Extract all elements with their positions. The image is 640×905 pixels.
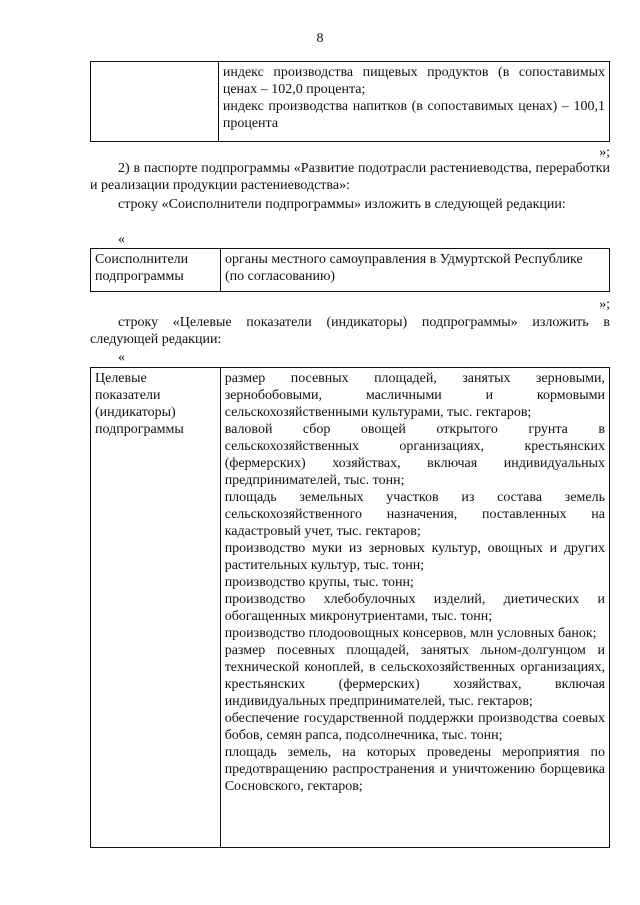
list-item: валовой сбор овощей открытого грунта в сельскохозяйственных организациях, крестьянских (фермерских) хозяйствах, включая индивидуальных предпринимателей, тыс. тонн;: [224, 422, 605, 488]
paragraph-targets: строку «Целевые показатели (индикаторы) подпрограммы» изложить в следующей редакции:: [90, 315, 610, 347]
table-line-food: индекс производства пищевых продуктов (в сопоставимых ценах – 102,0 процента;: [222, 65, 605, 97]
closing-quote: »;: [599, 297, 610, 312]
paragraph-coexecutors: строку «Соисполнители подпрограммы» изложить в следующей редакции:: [118, 197, 566, 212]
table-cell-values: [218, 62, 609, 142]
closing-quote: »;: [599, 145, 610, 160]
list-item: размер посевных площадей, занятых зерновыми, зернобобовыми, масличными и кормовыми сельскохозяйственными культурами, тыс. гектаров;: [224, 371, 605, 420]
list-item: обеспечение государственной поддержки производства соевых бобов, семян рапса, подсолнечника, тыс. тонн;: [224, 711, 605, 743]
table-empty-cell: [91, 62, 219, 142]
table-indicator-list: [220, 368, 609, 848]
table-coexecutors: [90, 248, 610, 292]
list-item: производство муки из зерновых культур, овощных и других растительных культур, тыс. тонн;: [224, 541, 605, 573]
table-continuation: [90, 61, 610, 142]
list-item: производство крупы, тыс. тонн;: [224, 575, 414, 590]
table-value-cell: органы местного самоуправления в Удмуртской Республике (по согласованию): [221, 249, 610, 292]
table-line-drinks: индекс производства напитков (в сопоставимых ценах) – 100,1 процента: [222, 99, 605, 131]
list-item: площадь земель, на которых проведены мероприятия по предотвращению распространения и уничтожению борщевика Сосновского, гектаров;: [224, 745, 605, 794]
page-number: 8: [316, 31, 324, 46]
list-item: площадь земельных участков из состава земель сельскохозяйственного назначения, поставленных на кадастровый учет, тыс. гектаров;: [224, 490, 605, 539]
table-target-indicators: [90, 367, 610, 848]
list-item: размер посевных площадей, занятых льном-долгунцом и технической коноплей, в сельскохозяйственных организациях, крестьянских (фермерских) хозяйствах, включая индивидуальных предпринимателей, тыс. гектаров;: [224, 643, 605, 709]
paragraph-subprogram-passport: 2) в паспорте подпрограммы «Развитие подотрасли растениеводства, переработки и реализации продукции растениеводства»:: [90, 161, 610, 193]
table-label-cell: Целевые показатели (индикаторы) подпрограммы: [91, 368, 221, 848]
list-item: производство хлебобулочных изделий, диетических и обогащенных микронутриентами, тыс. тонн;: [224, 592, 605, 624]
list-item: производство плодоовощных консервов, млн условных банок;: [224, 626, 597, 641]
table-label-cell: Соисполнители подпрограммы: [91, 249, 221, 292]
opening-quote: «: [118, 232, 125, 247]
opening-quote: «: [118, 350, 125, 365]
